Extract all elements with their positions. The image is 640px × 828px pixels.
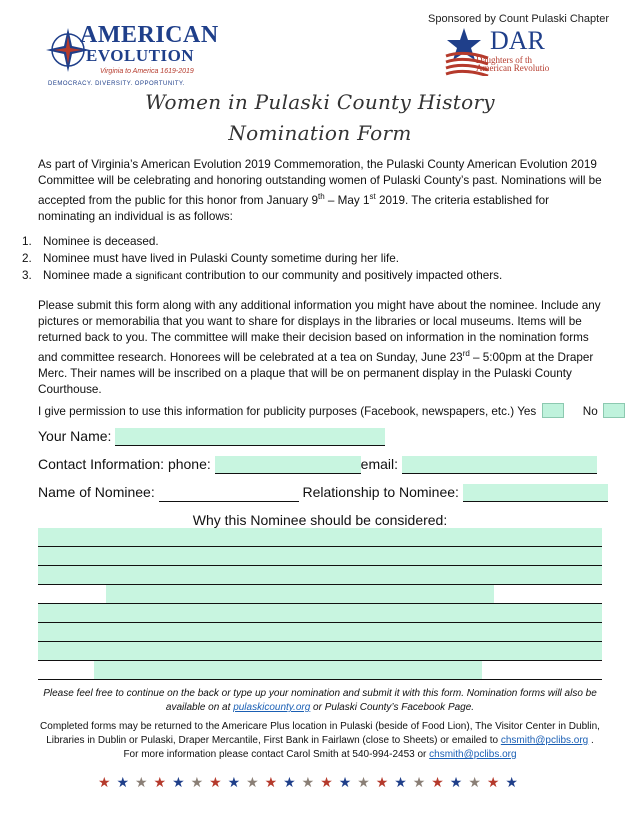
phone-field[interactable] <box>215 456 361 474</box>
essay-line[interactable] <box>38 623 602 642</box>
permission-yes-checkbox[interactable] <box>542 403 564 418</box>
star-icon: ★ <box>394 774 407 790</box>
intro-part2: – May 1 <box>324 193 370 207</box>
star-icon: ★ <box>172 774 185 790</box>
star-icon: ★ <box>190 774 204 790</box>
star-icon: ★ <box>449 774 463 790</box>
intro-part1: As part of Virginia’s American Evolution 2019 Commemoration, the Pulaski County American Evolution 2019 Committee will be celebrating and honoring outstanding women of Pulaski County’s past. Nominations will be accepted from the public for this honor from January 9 <box>38 158 602 207</box>
footer-return-c: For more information please contact Carol Smith at 540-994-2453 or <box>123 749 430 760</box>
intro-part3: 2019. The criteria established for nominating an individual is as follows: <box>38 193 549 223</box>
ae-logo-word1: AMERICAN <box>80 22 219 48</box>
essay-line[interactable] <box>38 566 602 585</box>
relationship-field[interactable] <box>463 484 608 502</box>
why-heading: Why this Nominee should be considered: <box>192 512 448 528</box>
form-title: Women in Pulaski County History <box>145 90 495 114</box>
star-icon: ★ <box>153 774 167 790</box>
star-icon: ★ <box>468 774 481 790</box>
american-evolution-logo <box>42 22 219 88</box>
nomination-essay-area[interactable] <box>38 528 602 680</box>
star-icon: ★ <box>116 774 130 790</box>
essay-line[interactable] <box>38 585 602 604</box>
star-icon: ★ <box>338 774 352 790</box>
nominee-name-label: Name of Nominee: <box>38 484 155 500</box>
star-icon: ★ <box>505 774 518 790</box>
instructions-part1: Please submit this form along with any additional information you might have about the nominee. Include any pictures or memorabilia that you want to share for displays in the libraries or local museums. Items will be returned back to you. The committee will make their decision based on information in the nomination forms and committee research. Honorees will be celebrated at a tea on Sunday, June 23 <box>38 299 601 364</box>
instructions-sup: rd <box>462 349 470 358</box>
footer-return-info <box>40 720 600 762</box>
permission-text: I give permission to use this information for publicity purposes (Facebook, newspapers, etc.) Yes <box>38 405 537 418</box>
criteria-number: 3. <box>22 269 32 282</box>
star-icon: ★ <box>431 774 444 790</box>
star-icon: ★ <box>357 774 370 790</box>
criteria-text: Nominee must have lived in Pulaski County sometime during her life. <box>43 252 399 265</box>
your-name-row <box>38 428 385 446</box>
star-icon: ★ <box>264 774 278 790</box>
email-label: email: <box>360 456 399 472</box>
your-name-label: Your Name: <box>38 428 112 444</box>
nominee-name-field[interactable] <box>159 484 299 502</box>
footer-italic-b: or Pulaski County’s Facebook Page. <box>310 702 475 713</box>
your-name-field[interactable] <box>115 428 385 446</box>
star-icon: ★ <box>246 774 259 790</box>
email-link-1[interactable]: chsmith@pclibs.org <box>500 735 589 746</box>
email-link-2[interactable]: chsmith@pclibs.org <box>429 749 517 760</box>
star-icon: ★ <box>209 774 222 790</box>
contact-row <box>38 456 597 474</box>
footer-italic-a: Please feel free to continue on the back or type up your nomination and submit it with this form. Nomination forms will also be available on at <box>43 688 597 713</box>
criteria-number: 2. <box>22 252 32 265</box>
dar-logo-word: DAR <box>490 26 545 55</box>
criteria-text: Nominee is deceased. <box>43 235 159 248</box>
criteria-text-significant: significant <box>135 270 182 282</box>
essay-line[interactable] <box>38 604 602 623</box>
essay-line[interactable] <box>38 661 602 680</box>
relationship-label: Relationship to Nominee: <box>302 484 459 500</box>
intro-sup1: th <box>318 192 325 201</box>
criteria-item <box>22 267 612 285</box>
essay-line[interactable] <box>38 547 602 566</box>
footer-return-a: Completed forms may be returned to the Americare Plus location in Pulaski (beside of Food Lion), The Visitor Center in Dublin, Libraries in Dublin or Pulaski, Draper Mercantile, First Bank in Fairlawn (close to Sheets) or emailed to <box>40 721 600 746</box>
sponsor-text: Sponsored by Count Pulaski Chapter <box>428 13 609 25</box>
pulaski-county-link[interactable]: pulaskicounty.org <box>233 702 311 713</box>
permission-no-checkbox[interactable] <box>603 403 625 418</box>
criteria-list <box>22 233 612 285</box>
star-icon: ★ <box>486 774 500 790</box>
form-subtitle: Nomination Form <box>228 121 412 145</box>
dar-logo-subtitle <box>476 56 556 72</box>
criteria-item <box>22 250 612 267</box>
instructions-part2: – 5:00pm at the Draper Merc. Their names will be inscribed on a plaque that will be on permanent display in the Pulaski County Courthouse. <box>38 350 594 396</box>
decorative-star-row <box>98 774 518 790</box>
instructions-paragraph <box>38 298 604 398</box>
criteria-text-a: Nominee made a <box>43 269 136 282</box>
star-icon: ★ <box>283 774 296 790</box>
intro-sup2: st <box>369 192 376 201</box>
footer-return-b: . <box>588 735 594 746</box>
email-field[interactable] <box>402 456 597 474</box>
essay-line[interactable] <box>38 528 602 547</box>
criteria-text-c: contribution to our community and positively impacted others. <box>181 269 503 282</box>
star-icon: ★ <box>227 774 241 790</box>
criteria-item <box>22 233 612 250</box>
star-icon: ★ <box>135 774 148 790</box>
intro-paragraph <box>38 157 604 225</box>
ae-logo-motto: DEMOCRACY. DIVERSITY. OPPORTUNITY. <box>48 81 185 87</box>
contact-phone-label: Contact Information: phone: <box>38 456 211 472</box>
star-icon: ★ <box>301 774 315 790</box>
dar-logo <box>444 26 556 76</box>
nominee-row <box>38 484 608 502</box>
essay-line[interactable] <box>38 642 602 661</box>
star-icon: ★ <box>375 774 389 790</box>
dar-sub2: American Revolutio <box>476 63 550 72</box>
criteria-number: 1. <box>22 235 32 248</box>
star-icon: ★ <box>320 774 333 790</box>
star-icon: ★ <box>412 774 426 790</box>
permission-row <box>38 403 625 418</box>
footer-note <box>40 687 600 715</box>
ae-logo-word2: EVOLUTION <box>86 46 195 65</box>
star-icon: ★ <box>98 774 111 790</box>
ae-logo-tagline: Virginia to America 1619-2019 <box>100 68 194 75</box>
dar-sub1: Daughters of th <box>476 56 532 65</box>
permission-no-label: No <box>582 405 598 418</box>
